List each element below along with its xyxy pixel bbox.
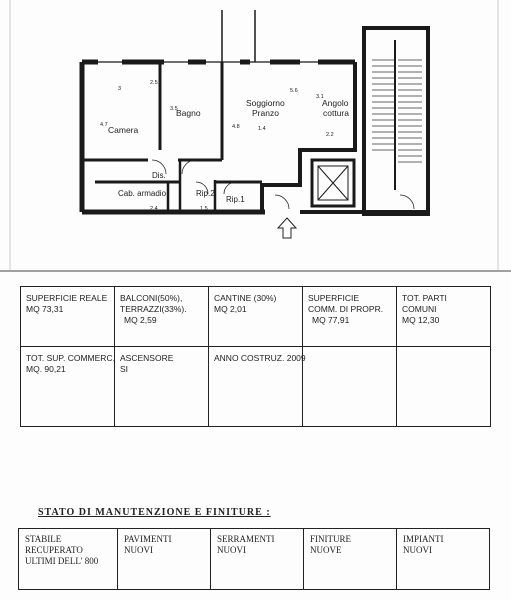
room-cab-armadio: Cab. armadio xyxy=(118,189,167,198)
cell-balconi xyxy=(115,287,209,347)
surface-summary-table xyxy=(20,286,491,427)
cell-empty xyxy=(303,347,397,427)
cell-parti-comuni xyxy=(397,287,491,347)
cell-text: MQ 12,30 xyxy=(402,315,440,325)
cell-text: MQ 2,59 xyxy=(124,315,157,325)
maintenance-title: STATO DI MANUTENZIONE E FINITURE : xyxy=(38,507,271,518)
table-row xyxy=(21,287,491,347)
table-row xyxy=(21,347,491,427)
cell-text: PAVIMENTI xyxy=(124,534,172,544)
room-cottura: cottura xyxy=(323,108,349,118)
dim-label: 3 xyxy=(118,86,122,92)
cell-text: IMPIANTI xyxy=(403,534,444,544)
cell-text: FINITURE xyxy=(310,534,351,544)
cell-text: CANTINE (30%) xyxy=(214,293,277,303)
floor-plan xyxy=(0,0,511,272)
cell-text: NUOVE xyxy=(310,545,342,555)
cell-finiture xyxy=(304,529,397,590)
room-rip2: Rip.2 xyxy=(196,189,215,198)
cell-text: NUOVI xyxy=(124,545,153,555)
cell-text: ASCENSORE xyxy=(120,353,174,363)
dim-label: 5.6 xyxy=(290,88,298,94)
maintenance-table xyxy=(18,528,490,590)
cell-serramenti xyxy=(211,529,304,590)
cell-text: ANNO COSTRUZ. 2009 xyxy=(214,353,306,363)
dim-label: 3.5 xyxy=(170,106,178,112)
dim-label: 2.4 xyxy=(150,206,158,212)
cell-text: MQ 2,01 xyxy=(214,304,247,314)
cell-superficie-reale xyxy=(21,287,115,347)
cell-cantine xyxy=(209,287,303,347)
cell-text: NUOVI xyxy=(403,545,432,555)
room-bagno: Bagno xyxy=(176,108,201,118)
cell-text: TERRAZZI(33%). xyxy=(120,304,187,314)
dim-label: 1.4 xyxy=(258,126,266,132)
cell-text: TOT. PARTI xyxy=(402,293,447,303)
table-row xyxy=(19,529,490,590)
entrance-arrow-icon xyxy=(278,218,296,238)
cell-ascensore xyxy=(115,347,209,427)
dim-label: 3.1 xyxy=(316,94,324,100)
room-angolo: Angolo xyxy=(322,98,349,108)
dim-label: 4.8 xyxy=(232,124,240,130)
dim-label: 4.7 xyxy=(100,122,108,128)
cell-tot-sup-commerc xyxy=(21,347,115,427)
cell-impianti xyxy=(397,529,490,590)
cell-superficie-comm xyxy=(303,287,397,347)
cell-text: SUPERFICIE REALE xyxy=(26,293,108,303)
room-rip1: Rip.1 xyxy=(226,195,245,204)
stair-treads xyxy=(372,60,422,162)
cell-stabile xyxy=(19,529,118,590)
cell-text: COMM. DI PROPR. xyxy=(308,304,384,314)
cell-text: SI xyxy=(120,364,129,374)
room-pranzo: Pranzo xyxy=(252,108,279,118)
cell-text: TOT. SUP. COMMERC. xyxy=(26,353,115,363)
cell-text: SUPERFICIE xyxy=(308,293,360,303)
dim-label: 1.5 xyxy=(200,206,208,212)
cell-text: MQ 73,31 xyxy=(26,304,64,314)
cell-text: MQ. 90,21 xyxy=(26,364,66,374)
cell-text: STABILE xyxy=(25,534,62,544)
cell-pavimenti xyxy=(118,529,211,590)
room-soggiorno: Soggiorno xyxy=(246,98,285,108)
dim-label: 2.2 xyxy=(326,132,334,138)
cell-text: COMUNI xyxy=(402,304,437,314)
cell-text: BALCONI(50%), xyxy=(120,293,183,303)
cell-text: NUOVI xyxy=(217,545,246,555)
cell-text: MQ 77,91 xyxy=(312,315,350,325)
dim-label: 2.5 xyxy=(150,80,158,86)
cell-text: ULTIMI DELL' 800 xyxy=(25,556,99,566)
room-dis: Dis. xyxy=(152,171,166,180)
cell-empty xyxy=(397,347,491,427)
cell-text: SERRAMENTI xyxy=(217,534,275,544)
cell-anno-costruz xyxy=(209,347,306,427)
room-camera: Camera xyxy=(108,125,139,135)
cell-text: RECUPERATO xyxy=(25,545,83,555)
